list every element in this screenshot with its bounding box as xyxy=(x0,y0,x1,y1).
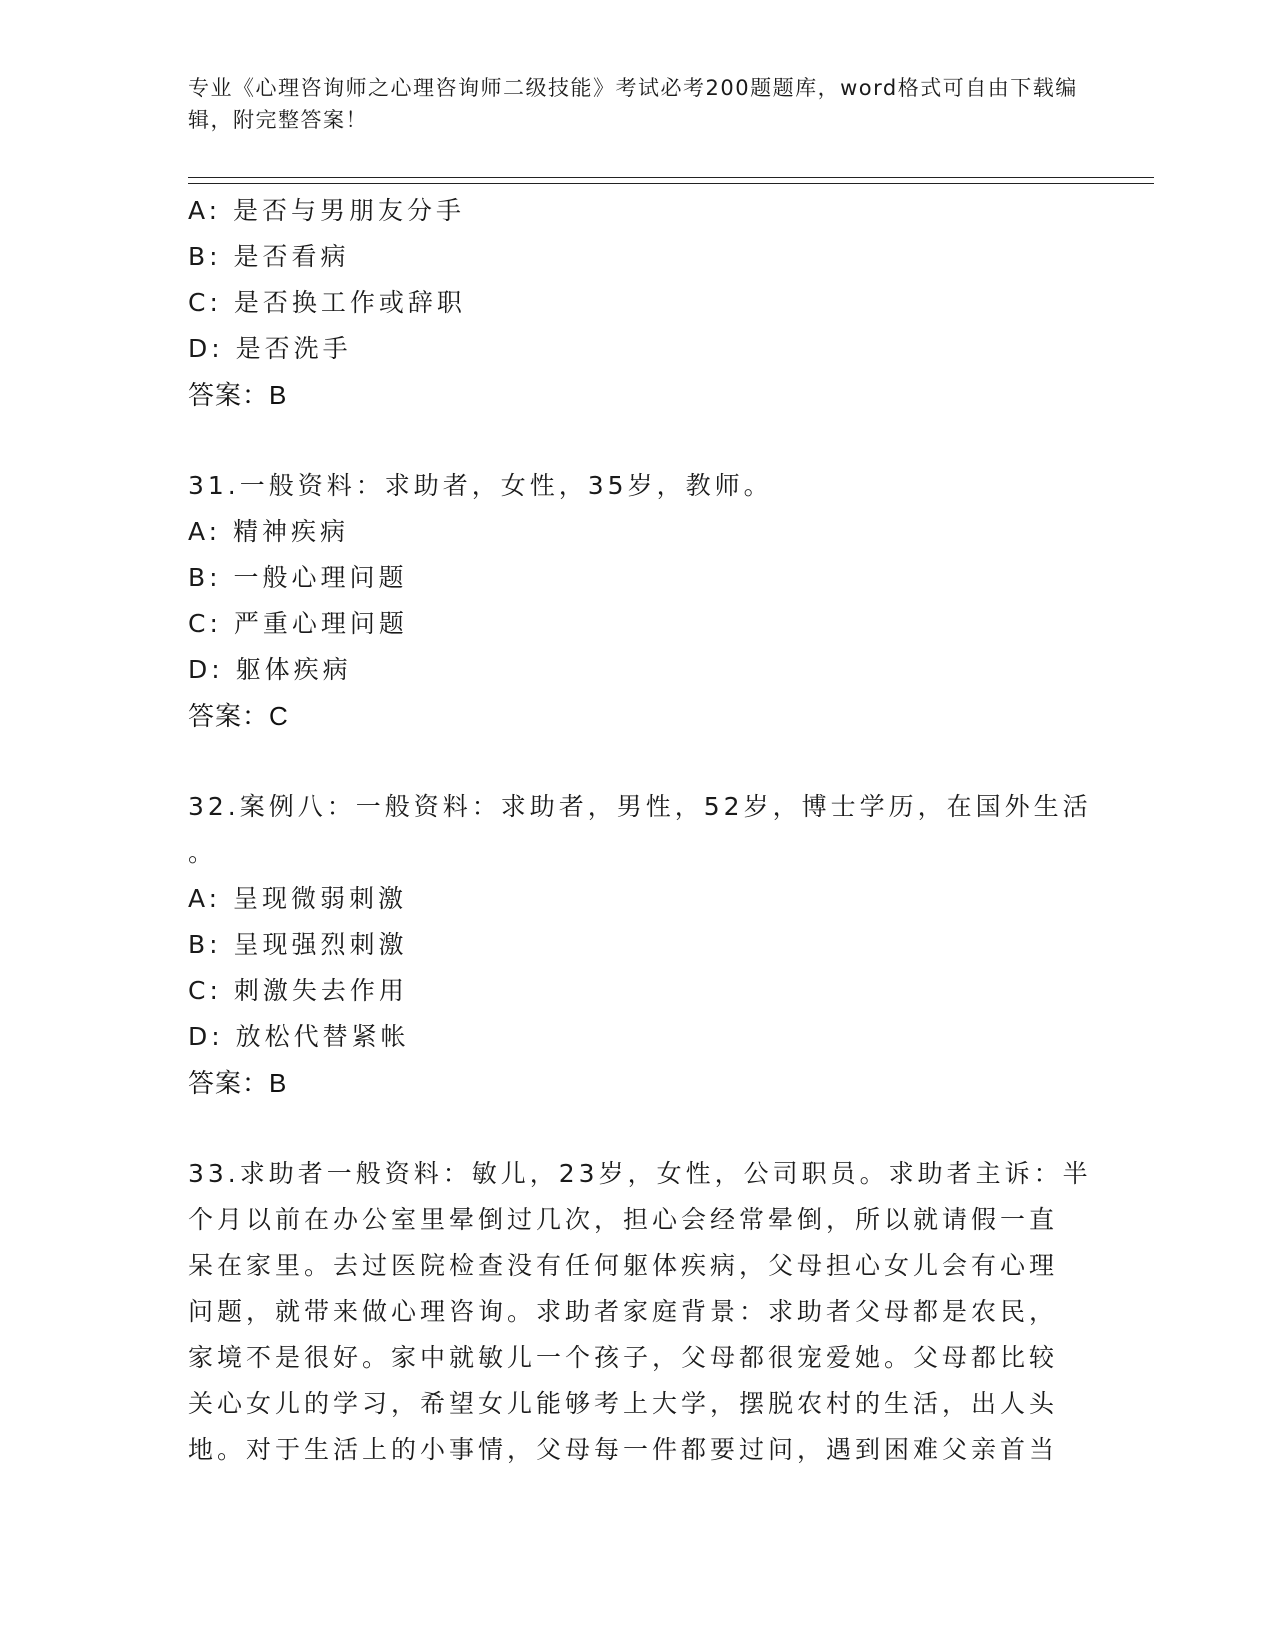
option-b: B: 呈现强烈刺激 xyxy=(188,930,408,959)
question-stem-line: 问题，就带来做心理咨询。求助者家庭背景：求助者父母都是农民， xyxy=(188,1297,1059,1326)
question-stem: 32.案例八：一般资料：求助者，男性，52岁，博士学历，在国外生活 xyxy=(188,792,1092,821)
question-stem-line: 33.求助者一般资料：敏儿，23岁，女性，公司职员。求助者主诉：半 xyxy=(188,1159,1092,1188)
question-stem: 31.一般资料：求助者，女性，35岁，教师。 xyxy=(188,471,773,500)
question-stem-line: 关心女儿的学习，希望女儿能够考上大学，摆脱农村的生活，出人头 xyxy=(188,1389,1059,1418)
option-a: A: 精神疾病 xyxy=(188,517,350,546)
question-32 xyxy=(188,784,1092,1106)
question-stem-line: 地。对于生活上的小事情，父母每一件都要过问，遇到困难父亲首当 xyxy=(188,1435,1059,1464)
question-spacer xyxy=(188,1106,1088,1151)
answer-label: 答案：B xyxy=(188,1068,288,1098)
option-a: A: 呈现微弱刺激 xyxy=(188,884,408,913)
question-stem-line: 呆在家里。去过医院检查没有任何躯体疾病，父母担心女儿会有心理 xyxy=(188,1251,1059,1280)
option-a: A: 是否与男朋友分手 xyxy=(188,196,466,225)
question-30 xyxy=(188,188,1088,418)
document-header: 专业《心理咨询师之心理咨询师二级技能》考试必考200题题库，word格式可自由下载编辑，附完整答案！ xyxy=(188,76,1078,132)
option-d: D: 躯体疾病 xyxy=(188,655,352,684)
option-c: C: 刺激失去作用 xyxy=(188,976,408,1005)
option-b: B: 是否看病 xyxy=(188,242,350,271)
question-list xyxy=(188,188,1092,1473)
question-spacer xyxy=(188,418,1088,463)
question-stem-continuation: 。 xyxy=(188,838,218,867)
question-spacer xyxy=(188,739,1088,784)
header-divider-secondary xyxy=(188,183,1154,184)
option-c: C: 严重心理问题 xyxy=(188,609,408,638)
option-d: D: 是否洗手 xyxy=(188,334,352,363)
question-33 xyxy=(188,1151,1092,1473)
answer-label: 答案：C xyxy=(188,701,289,731)
question-stem-line: 个月以前在办公室里晕倒过几次，担心会经常晕倒，所以就请假一直 xyxy=(188,1205,1059,1234)
option-d: D: 放松代替紧帐 xyxy=(188,1022,410,1051)
header-divider xyxy=(188,177,1154,178)
option-c: C: 是否换工作或辞职 xyxy=(188,288,466,317)
question-31 xyxy=(188,463,1088,739)
option-b: B: 一般心理问题 xyxy=(188,563,408,592)
question-stem-line: 家境不是很好。家中就敏儿一个孩子，父母都很宠爱她。父母都比较 xyxy=(188,1343,1059,1372)
answer-label: 答案：B xyxy=(188,380,288,410)
